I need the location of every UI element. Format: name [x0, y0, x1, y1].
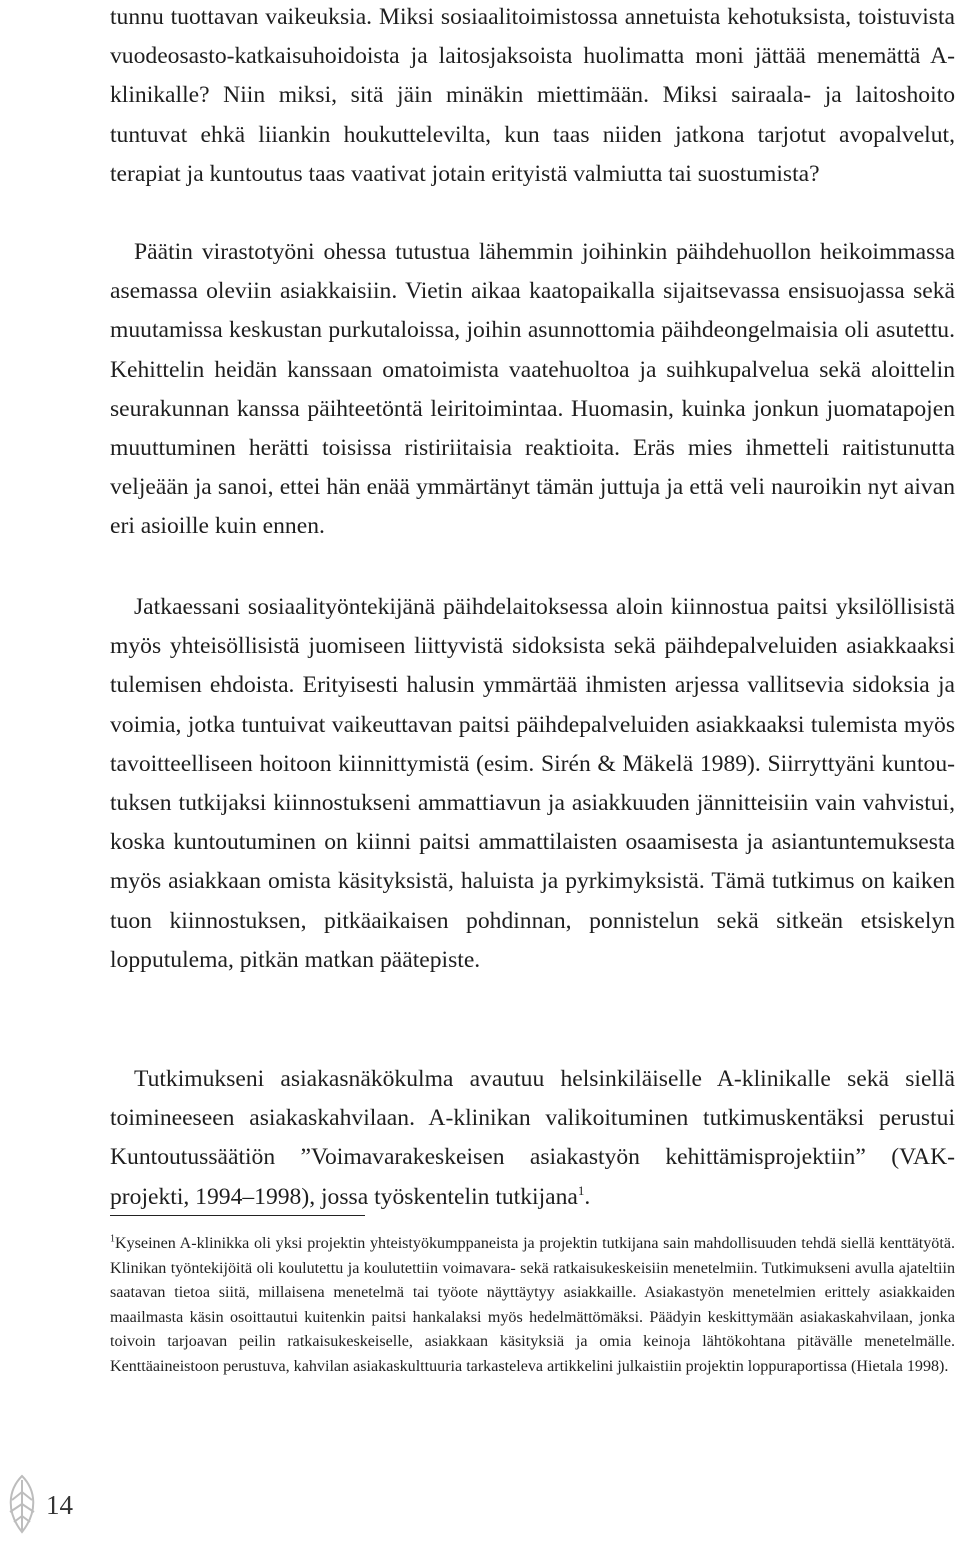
- paragraph-4-text: Tutkimukseni asiakasnäkökulma avautuu helsinkiläiselle A-klinikalle sekä siellä toimineeseen asiakaskahvilaan. A-klinikan valikoituminen tutkimuskentäksi perustui Kuntoutussäätiön ”Voimavarakeskeisen asiakastyön kehittämisprojektiin” (VAK-projekti, 1994–1998), jossa työskentelin tutkijana: [110, 1066, 955, 1210]
- footnote-divider: [110, 1215, 365, 1216]
- footnote: [110, 1232, 955, 1380]
- page-number: 14: [46, 1490, 73, 1520]
- paragraph-4-end: .: [584, 1183, 591, 1210]
- paragraph-3: Jatkaessani sosiaalityöntekijänä päihdelaitoksessa aloin kiinnostua paitsi yksilöllisistä myös yhteisöllisistä juomiseen liittyvistä sidoksista sekä päihdepalveluiden asiakkaaksi tulemisen ehdoista. Erityisesti halusin ymmärtää ihmisten arjessa vallitsevia sidoksia ja voimia, jotka tuntuivat vaikeuttavan paitsi päihdepalveluiden asiakkaaksi tulemista myös tavoitteelliseen hoitoon kiinnittymistä (esim. Sirén & Mäkelä 1989). Siirryttyäni kuntoutuksen tutkijaksi kiinnostukseni ammattiavun ja asiakkuuden jännitteisiin vain vahvistui, koska kuntoutuminen on kiinni paitsi ammattilaisten osaamisesta ja asiantuntemuksesta myös asiakkaan omista käsityksistä, haluista ja pyrkimyksistä. Tämä tutkimus on kaiken tuon kiinnostuksen, pitkäaikaisen pohdinnan, ponnistelun sekä sitkeän etsiskelyn lopputulema, pitkän matkan päätepiste.: [110, 594, 955, 973]
- footnote-reference[interactable]: 1: [577, 1182, 585, 1198]
- footnote-text: Kyseinen A-klinikka oli yksi projektin yhteistyökumppaneista ja projektin tutkijana sain mahdollisuuden tehdä siellä kenttätyötä. Klinikan työntekijöitä oli koulutettu ja koulutettiin voimavara- sekä ratkaisukeskeisiin menetelmiin. Tutkimukseni avulla ajateltiin saatavan tietoa siitä, millaisena menetelmä tai työote näyttäytyy asiakkaille. Asiakastyön menetelmien erittely asiakkaiden maailmasta käsin osoittautui kuitenkin paitsi hankalaksi myös hedelmättömäksi. Päädyin keskittymään asiakaskahvilaan, jonka toivoin tarjoavan peilin ratkaisukeskeiselle, asiakkaan käsityksiä ja omia keinoja lähtökohtana pitävälle menetelmälle. Kenttäaineistoon perustuva, kahvilan asiakaskulttuuria tarkasteleva artikkelini julkaistiin projektin loppuraportissa (Hietala 1998).: [110, 1235, 955, 1375]
- footnote-marker: 1: [110, 1233, 115, 1245]
- paragraph-4: [110, 1060, 955, 1217]
- leaf-ornament-icon: [0, 1472, 44, 1536]
- paragraph-1: tunnu tuottavan vaikeuksia. Miksi sosiaalitoimistossa annetuista kehotuksista, toistuvista vuodeosasto-katkaisuhoidoista ja laitosjaksoista huolimatta moni jättää menemättä A-klinikalle? Niin miksi, sitä jäin minäkin miettimään. Miksi sairaala- ja laitoshoito tuntuvat ehkä liiankin houkuttelevilta, kun taas niiden jatkona tarjotut avopalvelut, terapiat ja kuntoutus taas vaativat jotain erityistä valmiutta tai suostumista?: [110, 4, 955, 187]
- paragraph-2: Päätin virastotyöni ohessa tutustua lähemmin joihinkin päihdehuollon heikoimmassa asemassa oleviin asiakkaisiin. Vietin aikaa kaatopaikalla sijaitsevassa ensisuojassa sekä muutamissa keskustan purkutaloissa, joihin asunnottomia päihdeongelmaisia oli asutettu. Kehittelin heidän kanssaan omatoimista vaatehuoltoa ja suihkupalvelua sekä aloittelin seurakunnan kanssa päihteetöntä leiritoimintaa. Huomasin, kuinka jonkun juomatapojen muuttuminen herätti toisissa ristiriitaisia reaktioita. Eräs mies ihmetteli raitistunutta veljeään ja sanoi, ettei hän enää ymmärtänyt tämän juttuja ja että veli nauroikin nyt aivan eri asioille kuin ennen.: [110, 239, 955, 540]
